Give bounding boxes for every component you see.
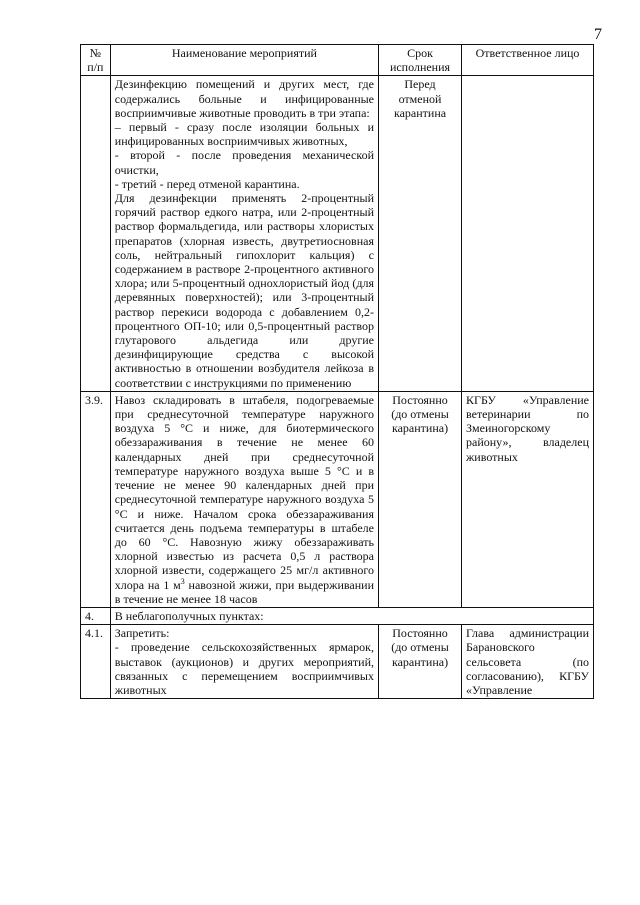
row-num: 3.9.	[81, 391, 111, 607]
row-measure	[110, 625, 378, 699]
header-term: Срок исполнения	[379, 45, 462, 76]
table-header-row	[81, 45, 594, 76]
measure-text: Для дезинфекции применять 2-процентный горячий раствор едкого натра, или 2-процентный раствор формальдегида, или растворы хлористых препаратов (хлорная известь, двутретиосновная соль, нейтральный гипохлорит кальция) с содержанием в растворе 2-процентного активного хлора; или 5-процентный однохлористый йод (для деревянных поверхностей); или 3-процентный раствор перекиси водорода с добавлением 0,2-процентного ОП-10; или 0,5-процентный раствор глутарового альдегида или другие дезинфицирующие средства с высокой активностью в отношении возбудителя лейкоза в соответствии с инструкциями по применению	[114, 191, 374, 390]
row-num	[81, 76, 111, 391]
measure-title: Запретить:	[114, 626, 170, 641]
header-num: № п/п	[81, 45, 111, 76]
row-num: 4.1.	[81, 625, 111, 699]
measure-text: Навоз складировать в штабеля, подогреваемые при среднесуточной температуре наружного воздуха 5 °С и ниже, для биотермического обеззараживания в течение не менее 60 календарных дней при среднесуточной температуре наружного воздуха выше 5 °С и в течение не менее 90 календарных дней при среднесуточной температуре наружного воздуха 5 °С и ниже. Началом срока обеззараживания считается день подъема температуры в штабеле до 60 °С. Навозную жижу обеззараживать хлорной известью из расчета 0,5 л раствора хлорной извести, содержащего 25 мг/л активного хлора на 1 м	[114, 392, 374, 592]
header-name: Наименование мероприятий	[110, 45, 378, 76]
row-responsible: КГБУ «Управление ветеринарии по Змеиногорскому району», владелец животных	[462, 391, 594, 607]
measures-table	[80, 44, 594, 699]
row-term: Постоянно (до отмены карантина)	[379, 391, 462, 607]
row-measure	[110, 76, 378, 391]
row-term: Перед отменой карантина	[379, 76, 462, 391]
row-term: Постоянно (до отмены карантина)	[379, 625, 462, 699]
superscript: 3	[180, 576, 185, 586]
table-row	[81, 76, 594, 391]
section-title: В неблагополучных пунктах:	[110, 607, 593, 624]
measure-text: – первый - сразу после изоляции больных и инфицированных восприимчивых животных,	[114, 120, 374, 149]
table-row	[81, 607, 594, 624]
measure-text: - третий - перед отменой карантина.	[114, 176, 300, 191]
row-responsible: Глава администрации Барановского сельсовета (по согласованию), КГБУ «Управление	[462, 625, 594, 699]
measure-text: навозной жижи, при выдерживании в течение не менее 18 часов	[114, 577, 374, 606]
measure-text: - второй - после проведения механической очистки,	[114, 148, 374, 177]
row-responsible	[462, 76, 594, 391]
page-number: 7	[594, 26, 602, 43]
table-row	[81, 391, 594, 607]
row-measure	[110, 391, 378, 607]
row-num: 4.	[81, 607, 111, 624]
header-responsible: Ответственное лицо	[462, 45, 594, 76]
measure-text: - проведение сельскохозяйственных ярмарок, выставок (аукционов) и других мероприятий, связанных с перемещением восприимчивых животных	[114, 640, 374, 697]
table-row	[81, 625, 594, 699]
measure-text: Дезинфекцию помещений и других мест, где содержались больные и инфицированные восприимчивые животные проводить в три этапа:	[114, 77, 374, 120]
